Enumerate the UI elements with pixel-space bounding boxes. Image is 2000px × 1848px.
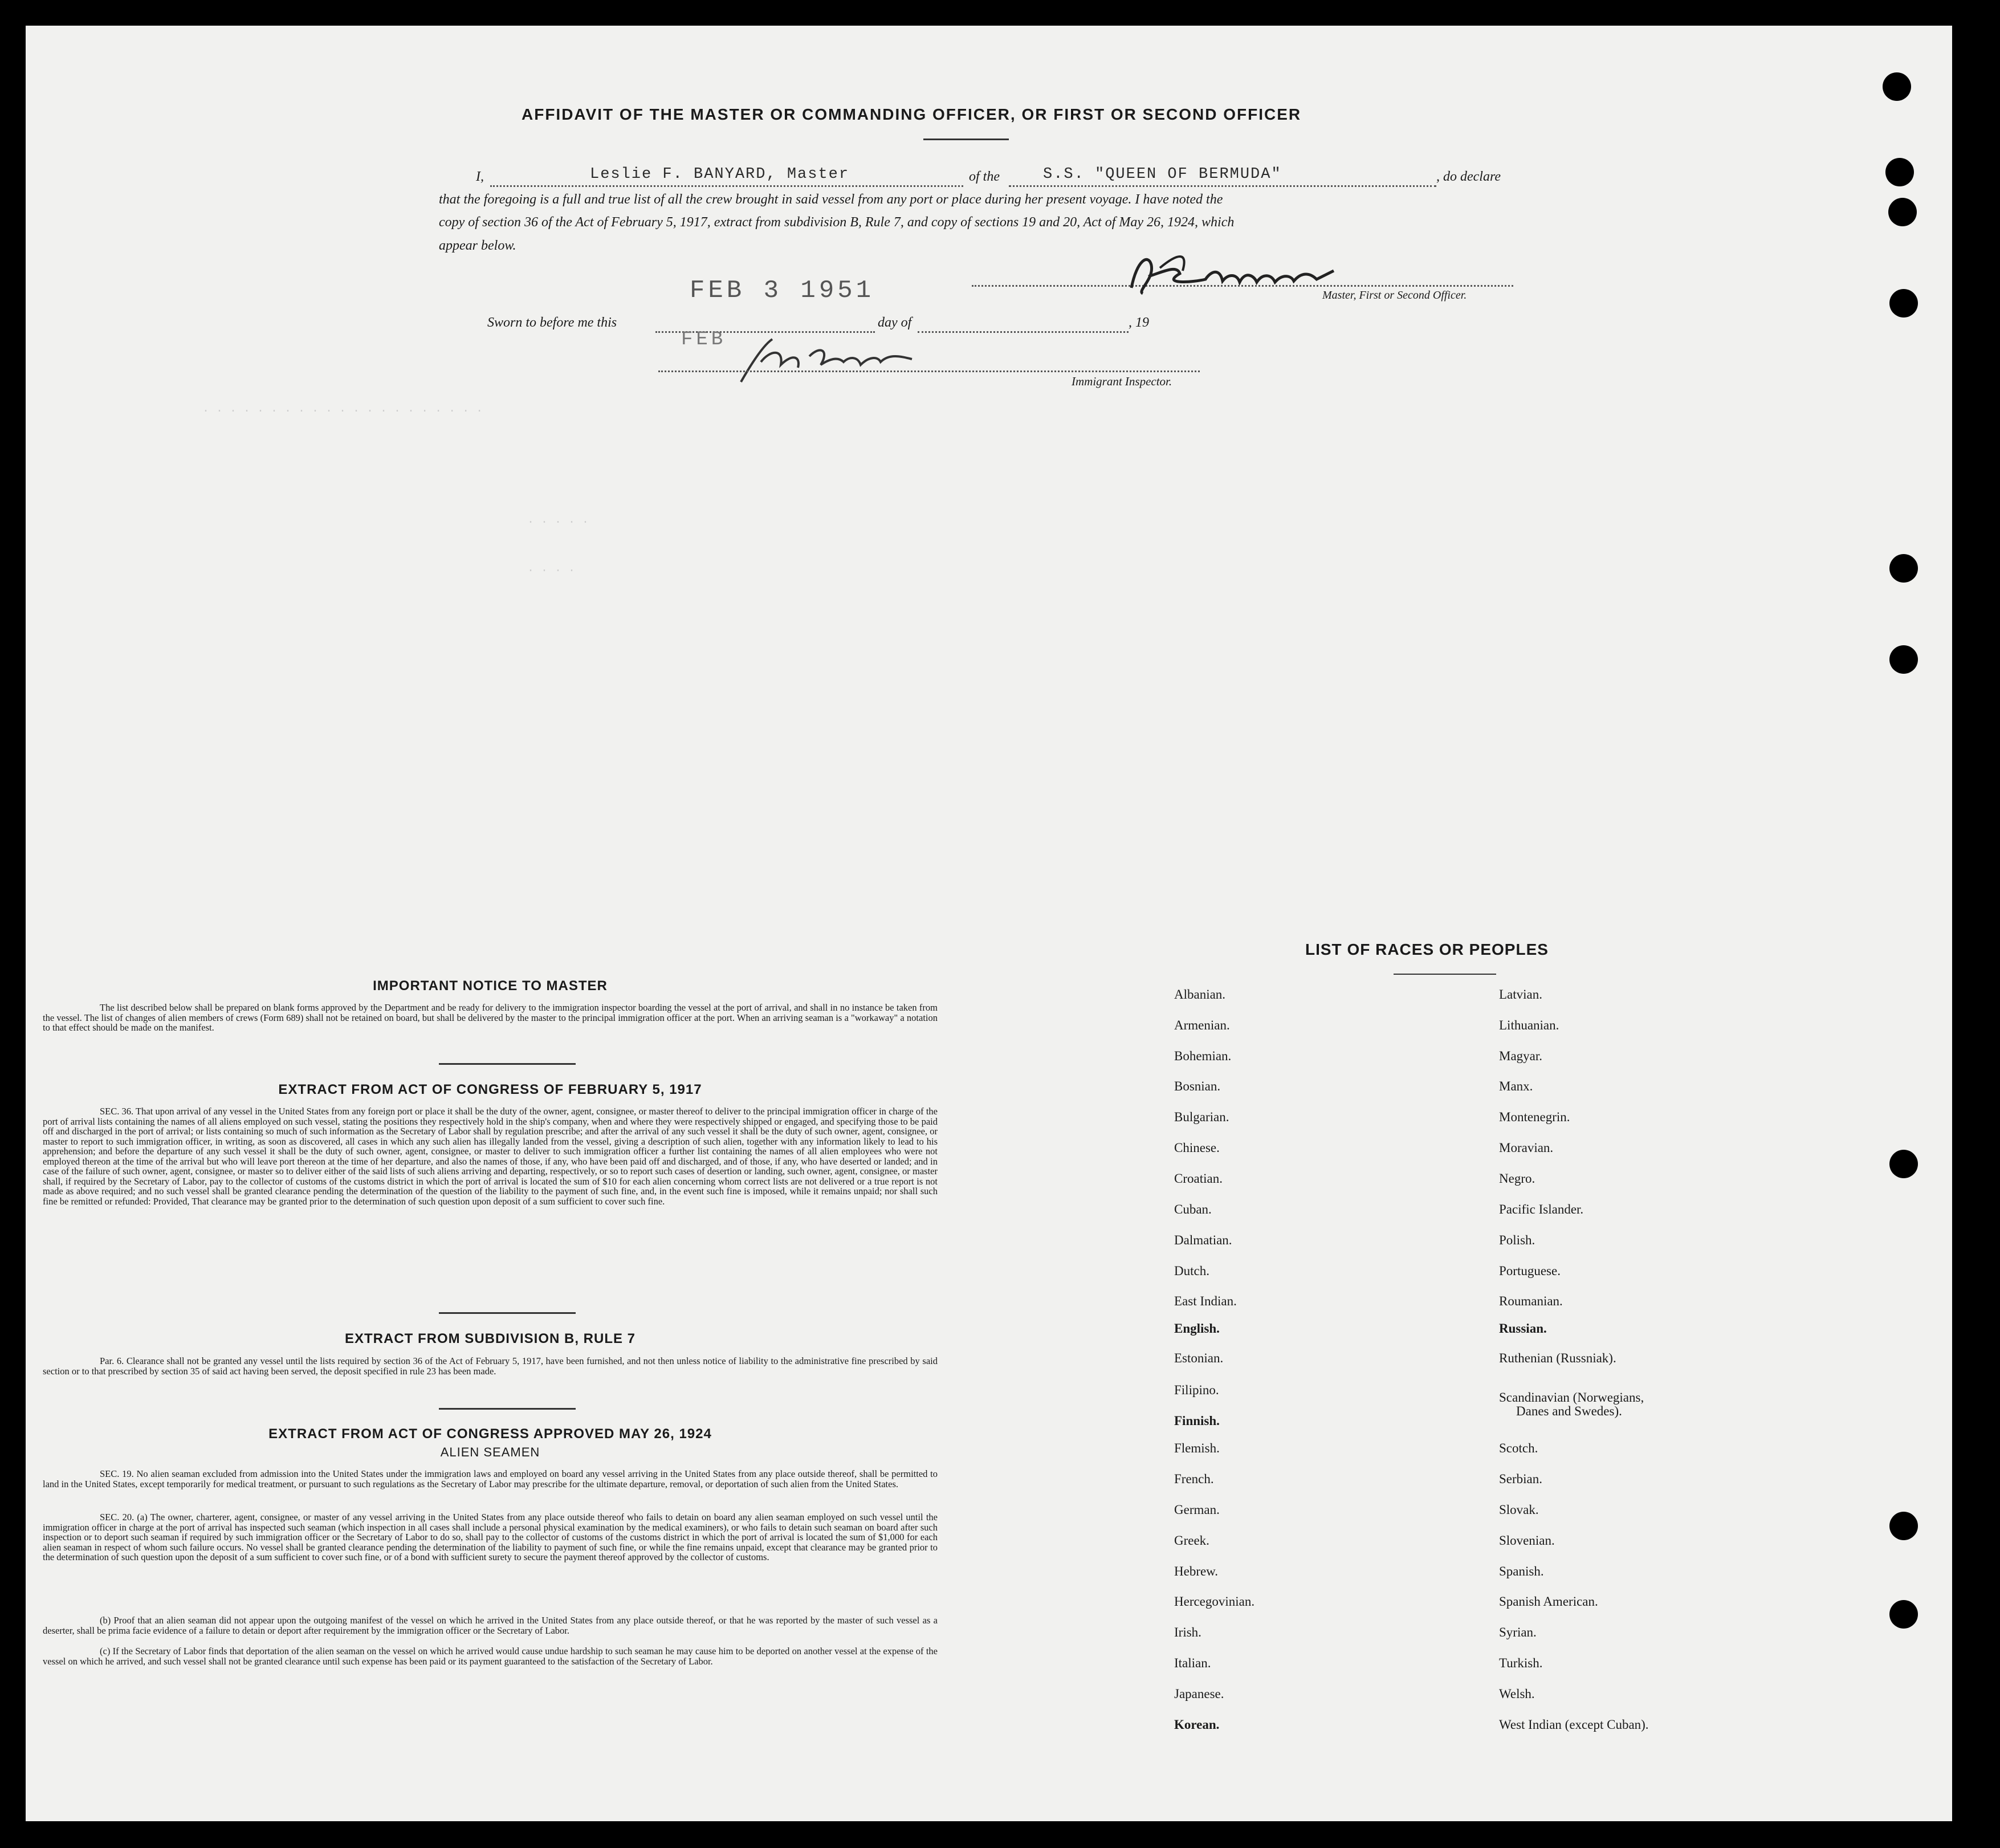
notice-heading: IMPORTANT NOTICE TO MASTER: [373, 978, 608, 994]
race-item: Lithuanian.: [1499, 1018, 1559, 1032]
race-item: Finnish.: [1174, 1414, 1220, 1428]
rule7-heading: EXTRACT FROM SUBDIVISION B, RULE 7: [344, 1331, 636, 1346]
punch-hole: [1889, 554, 1918, 583]
section-rule: [439, 1312, 576, 1314]
race-item: Pacific Islander.: [1499, 1202, 1584, 1216]
punch-hole: [1889, 1600, 1918, 1629]
act1917-text: SEC. 36. That upon arrival of any vessel in the United States from any foreign port or place it shall be the duty of the owner, agent, consignee, or master thereof to deliver to the principal immigration officer in charge of the port of arrival lists containing the names of all aliens employed on such vessel, stating the positions they respectively hold in the ship's company, when and where they were respectively shipped or engaged, and specifying those to be paid off and discharged in the port of arrival; or lists containing so much of such information as the Secretary of Labor shall by regulation prescribe; and after the arrival of any such vessel it shall be the duty of such owner, agent, consignee, or master to report to such immigration officer, in writing, as soon as discovered, all cases in which any such alien has illegally landed from the vessel, giving a description of such alien, together with any information likely to lead to his apprehension; and before the departure of any such vessel it shall be the duty of such owner, agent, consignee, or master to deliver to such immigration officer a further list containing the names of all alien employees who were not employed thereon at the time of the arrival but who will leave port thereon at the time of her departure, and also the names of those, if any, who have been paid off and discharged, and of those, if any, who have deserted or landed; and in case of the failure of such owner, agent, consignee, or master so to deliver either of the said lists of such aliens arriving and departing, respectively, or so to report such cases of desertion or landing, such owner, agent, consignee, or master shall, if required by the Secretary of Labor, pay to the collector of customs of the customs district in which the port of arrival is located the sum of $10 for each alien concerning whom correct lists are not delivered or a true report is not made as above required; and no such vessel shall be granted clearance pending the determination of the question of the liability to the payment of such fine, and, in the event such fine is imposed, while it remains unpaid; nor shall such fine be remitted or refunded: Provided, That clearance may be granted prior to the determination of such question upon deposit of a sum sufficient to cover such fine.: [43, 1106, 938, 1207]
act1917-heading: EXTRACT FROM ACT OF CONGRESS OF FEBRUARY 5, 1917: [278, 1082, 702, 1097]
affidavit-title: AFFIDAVIT OF THE MASTER OR COMMANDING OFFICER, OR FIRST OR SECOND OFFICER: [522, 105, 1302, 123]
race-item: Ruthenian (Russniak).: [1499, 1351, 1616, 1365]
section-rule: [439, 1408, 576, 1410]
races-heading: LIST OF RACES OR PEOPLES: [1305, 941, 1549, 958]
sworn-day-of: day of: [878, 315, 912, 330]
race-item: Bulgarian.: [1174, 1110, 1229, 1124]
race-item: Spanish.: [1499, 1564, 1544, 1578]
rule7-text: Par. 6. Clearance shall not be granted any vessel until the lists required by section 36 of the Act of February 5, 1917, have been furnished, and not then unless notice of liability to the administrative fine prescribed by said section or to that prescribed by section 35 of said act having been served, the deposit specified in rule 23 has been made.: [43, 1356, 938, 1377]
race-item: Moravian.: [1499, 1141, 1554, 1155]
race-item: Scotch.: [1499, 1441, 1538, 1455]
race-item: Dutch.: [1174, 1264, 1209, 1278]
race-item: Greek.: [1174, 1533, 1209, 1548]
act1924-heading: EXTRACT FROM ACT OF CONGRESS APPROVED MAY 26, 1924: [268, 1426, 712, 1442]
do-declare-label: , do declare: [1436, 169, 1501, 184]
race-item: Albanian.: [1174, 987, 1226, 1002]
punch-hole: [1889, 645, 1918, 674]
race-item: German.: [1174, 1503, 1220, 1517]
race-item: Spanish American.: [1499, 1594, 1598, 1609]
declaration-line-2: that the foregoing is a full and true list of all the crew brought in said vessel from any port or place during her present voyage. I have noted the: [439, 192, 1223, 207]
race-item: Turkish.: [1499, 1656, 1543, 1670]
sec19-text: SEC. 19. No alien seaman excluded from admission into the United States under the immigration laws and employed on board any vessel arriving in the United States from any place outside thereof, shall be permitted to land in the United States, except temporarily for medical treatment, or pursuant to such regulations as the Secretary of Labor may prescribe for the ultimate departure, removal, or deportation of such alien from the United States.: [43, 1468, 938, 1489]
race-item: Estonian.: [1174, 1351, 1224, 1365]
declaration-line-4: appear below.: [439, 238, 516, 253]
sworn-month-line: [918, 331, 1129, 333]
document-page: [26, 26, 1952, 1821]
race-item: Flemish.: [1174, 1441, 1220, 1455]
declarant-line: [490, 185, 963, 187]
punch-hole: [1889, 1150, 1918, 1178]
races-rule: [1394, 974, 1496, 975]
race-item: Bosnian.: [1174, 1079, 1221, 1093]
declarant-prefix: I,: [476, 169, 484, 184]
declarant-name: Leslie F. BANYARD, Master: [590, 166, 850, 183]
race-item: French.: [1174, 1472, 1214, 1486]
race-item: Roumanian.: [1499, 1294, 1563, 1308]
race-item: Hebrew.: [1174, 1564, 1219, 1578]
punch-hole: [1889, 289, 1918, 318]
race-item: Manx.: [1499, 1079, 1533, 1093]
declaration-line-3: copy of section 36 of the Act of February 5, 1917, extract from subdivision B, Rule 7, and copy of sections 19 and 20, Act of May 26, 1924, which: [439, 215, 1235, 230]
vessel-line: [1009, 185, 1436, 187]
sec20a-text: SEC. 20. (a) The owner, charterer, agent, consignee, or master of any vessel arriving in the United States from any place outside thereof who fails to detain on board any alien seaman employed on such vessel until the immigration officer in charge at the port of arrival has inspected such seaman (which inspection in all cases shall include a personal physical examination by the medical examiners), or who fails to detain such seaman on board after such inspection or to deport such seaman if required by such immigration officer or the Secretary of Labor to do so, shall pay to the collector of customs of the customs district in which the port of arrival is located the sum of $1,000 for each alien seaman in respect of whom such failure occurs. No vessel shall be granted clearance pending the determination of the liability to payment of such fine, or while the fine remains unpaid, except that clearance may be granted prior to the determination of such question upon the deposit of a sum sufficient to cover such fine, or of a bond with sufficient surety to secure the payment thereof approved by the collector of customs.: [43, 1512, 938, 1562]
race-item: Portuguese.: [1499, 1264, 1561, 1278]
race-item: Russian.: [1499, 1321, 1547, 1336]
race-item: Cuban.: [1174, 1202, 1212, 1216]
race-item: Irish.: [1174, 1625, 1201, 1639]
notice-text: The list described below shall be prepared on blank forms approved by the Department and be ready for delivery to the immigration inspector boarding the vessel at the port of arrival, and shall in no instance be taken from the vessel. The list of changes of alien members of crews (Form 689) shall not be retained on board, but shall be delivered by the master to the principal immigration officer at the port. When an arriving seaman is a "workaway" a notation to that effect should be made on the manifest.: [43, 1002, 938, 1033]
race-item: Polish.: [1499, 1233, 1535, 1247]
sec20b-text: (b) Proof that an alien seaman did not appear upon the outgoing manifest of the vessel on which he arrived in the United States from any place outside thereof, or that he was reported by the master of such vessel as a deserter, shall be prima facie evidence of a failure to detain or deport after requirement by the immigration officer or the Secretary of Labor.: [43, 1615, 938, 1636]
sworn-prefix: Sworn to before me this: [487, 315, 617, 330]
race-item: Montenegrin.: [1499, 1110, 1570, 1124]
title-rule: [923, 139, 1009, 140]
inspector-signature: [730, 333, 918, 390]
race-item: Syrian.: [1499, 1625, 1537, 1639]
race-item: West Indian (except Cuban).: [1499, 1717, 1649, 1732]
date-stamp-partial: FEB: [681, 329, 727, 351]
race-item: Chinese.: [1174, 1141, 1220, 1155]
master-signature: [1126, 248, 1342, 305]
sec20c-text: (c) If the Secretary of Labor finds that deportation of the alien seaman on the vessel on which he arrived would cause undue hardship to such seaman he may cause him to be deported on another vessel at the expense of the vessel on which he arrived, and such vessel shall not be granted clearance until such expense has been paid or its payment guaranteed to the satisfaction of the Secretary of Labor.: [43, 1646, 938, 1667]
race-item: Slovak.: [1499, 1503, 1539, 1517]
race-item: Welsh.: [1499, 1687, 1535, 1701]
race-item: Latvian.: [1499, 987, 1542, 1002]
race-item: English.: [1174, 1321, 1220, 1336]
bleed-through: · · · · ·: [527, 516, 589, 529]
punch-hole: [1888, 198, 1917, 226]
race-item: Magyar.: [1499, 1049, 1543, 1063]
inspector-line: [658, 371, 1200, 372]
race-item: Croatian.: [1174, 1171, 1223, 1186]
race-item: Scandinavian (Norwegians,: [1499, 1390, 1644, 1405]
vessel-name: S.S. "QUEEN OF BERMUDA": [1043, 166, 1282, 183]
race-item: Danes and Swedes).: [1516, 1404, 1622, 1418]
race-item: Filipino.: [1174, 1383, 1219, 1397]
punch-hole: [1889, 1512, 1918, 1540]
race-item: Serbian.: [1499, 1472, 1543, 1486]
race-item: Negro.: [1499, 1171, 1535, 1186]
race-item: Bohemian.: [1174, 1049, 1232, 1063]
date-stamp: FEB 3 1951: [690, 276, 875, 305]
race-item: Korean.: [1174, 1717, 1220, 1732]
bleed-through: · · · · · · · · · · · · · · · · · · · · ·: [202, 405, 483, 418]
race-item: East Indian.: [1174, 1294, 1237, 1308]
section-rule: [439, 1063, 576, 1065]
punch-hole: [1883, 72, 1911, 101]
inspector-caption: Immigrant Inspector.: [1072, 375, 1172, 388]
race-item: Dalmatian.: [1174, 1233, 1232, 1247]
act1924-subheading: ALIEN SEAMEN: [440, 1445, 540, 1459]
race-item: Slovenian.: [1499, 1533, 1555, 1548]
race-item: Hercegovinian.: [1174, 1594, 1255, 1609]
punch-hole: [1885, 158, 1914, 186]
race-item: Armenian.: [1174, 1018, 1230, 1032]
race-item: Japanese.: [1174, 1687, 1224, 1701]
signature-caption: Master, First or Second Officer.: [1322, 289, 1467, 302]
bleed-through: · · · ·: [527, 564, 576, 577]
of-the-label: of the: [969, 169, 1000, 184]
race-item: Italian.: [1174, 1656, 1211, 1670]
sworn-year: , 19: [1129, 315, 1149, 330]
